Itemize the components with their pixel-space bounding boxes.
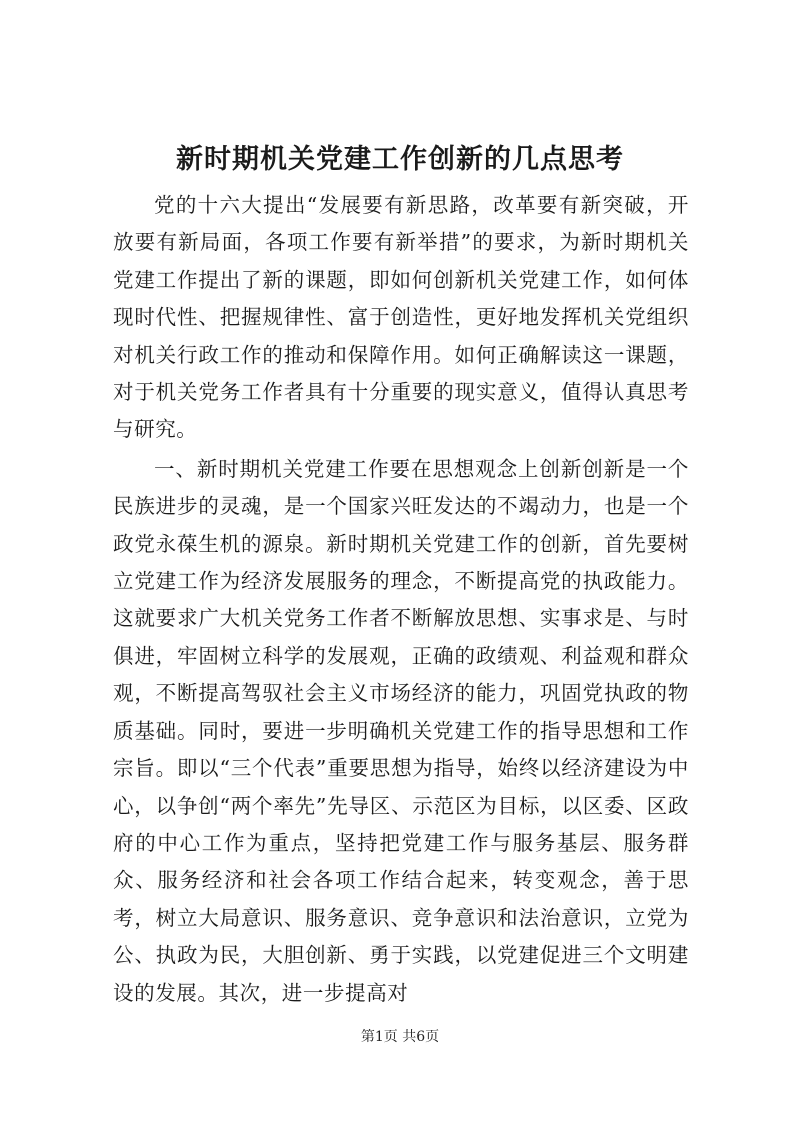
document-title: 新时期机关党建工作创新的几点思考 [176,144,624,175]
document-body [113,187,689,1012]
paragraph-section-one: 一、新时期机关党建工作要在思想观念上创新创新是一个民族进步的灵魂，是一个国家兴旺发达的不竭动力，也是一个政党永葆生机的源泉。新时期机关党建工作的创新，首先要树立党建工作为经济发展服务的理念，不断提高党的执政能力。这就要求广大机关党务工作者不断解放思想、实事求是、与时俱进，牢固树立科学的发展观，正确的政绩观、利益观和群众观，不断提高驾驭社会主义市场经济的能力，巩固党执政的物质基础。同时，要进一步明确机关党建工作的指导思想和工作宗旨。即以“三个代表”重要思想为指导，始终以经济建设为中心，以争创“两个率先”先导区、示范区为目标，以区委、区政府的中心工作为重点，坚持把党建工作与服务基层、服务群众、服务经济和社会各项工作结合起来，转变观念，善于思考，树立大局意识、服务意识、竞争意识和法治意识，立党为公、执政为民，大胆创新、勇于实践，以党建促进三个文明建设的发展。其次，进一步提高对 [113,456,689,1005]
paragraph-intro: 党的十六大提出“发展要有新思路，改革要有新突破，开放要有新局面，各项工作要有新举措”的要求，为新时期机关党建工作提出了新的课题，即如何创新机关党建工作，如何体现时代性、把握规律性、富于创造性，更好地发挥机关党组织对机关行政工作的推动和保障作用。如何正确解读这一课题，对于机关党务工作者具有十分重要的现实意义，值得认真思考与研究。 [113,193,689,442]
page-footer: 第1页 共6页 [360,1029,440,1045]
